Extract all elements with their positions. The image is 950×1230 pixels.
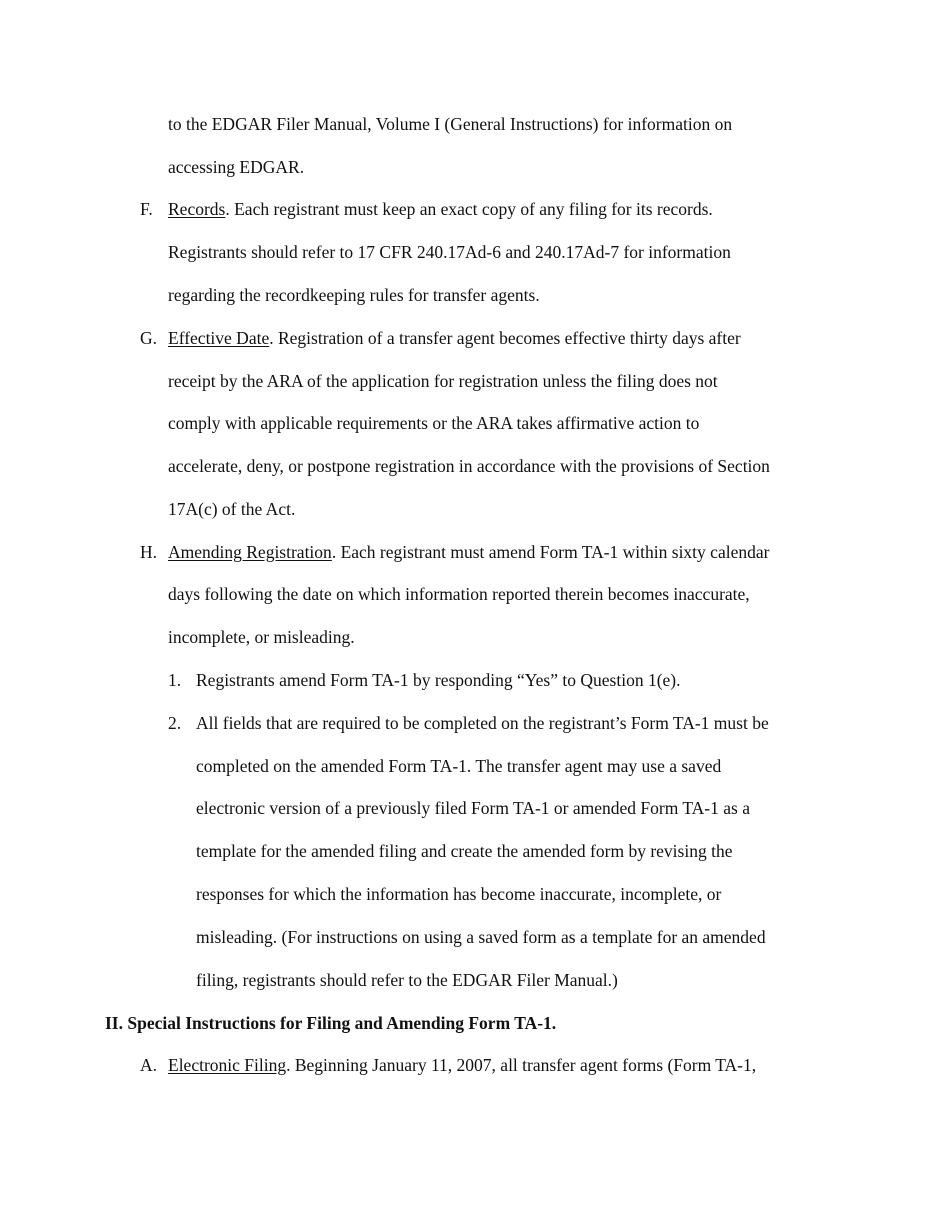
item-f-line-2: Registrants should refer to 17 CFR 240.17Ad-6 and 240.17Ad-7 for information bbox=[168, 242, 731, 262]
item-a-marker: A. bbox=[140, 1055, 158, 1075]
item-h-marker: H. bbox=[140, 542, 158, 562]
item-g-marker: G. bbox=[140, 328, 158, 348]
intro-line-2: accessing EDGAR. bbox=[168, 157, 305, 177]
item-g-line-2: receipt by the ARA of the application for registration unless the filing does not bbox=[168, 371, 718, 391]
item-f-first-line bbox=[168, 198, 713, 220]
item-f-first-line-text: . Each registrant must keep an exact copy of any filing for its records. bbox=[225, 199, 713, 219]
item-h-sub2-line-7: filing, registrants should refer to the EDGAR Filer Manual.) bbox=[196, 970, 618, 990]
item-h-line-2: days following the date on which information reported therein becomes inaccurate, bbox=[168, 584, 750, 604]
item-h-sub1-marker: 1. bbox=[168, 670, 182, 690]
item-h-sub2-line-5: responses for which the information has become inaccurate, incomplete, or bbox=[196, 884, 722, 904]
item-h-line-3: incomplete, or misleading. bbox=[168, 627, 355, 647]
item-h-heading: Amending Registration bbox=[168, 542, 332, 562]
section-ii-heading: II. Special Instructions for Filing and Amending Form TA-1. bbox=[105, 1013, 557, 1033]
item-h-first-line bbox=[168, 541, 769, 563]
item-g-first-line bbox=[168, 327, 741, 349]
item-h-sub2-line-6: misleading. (For instructions on using a saved form as a template for an amended bbox=[196, 927, 766, 947]
item-h-first-line-text: . Each registrant must amend Form TA-1 within sixty calendar bbox=[331, 542, 770, 562]
item-g-line-4: accelerate, deny, or postpone registration in accordance with the provisions of Section bbox=[168, 456, 770, 476]
item-h-sub2-line-2: completed on the amended Form TA-1. The transfer agent may use a saved bbox=[196, 756, 722, 776]
intro-line-1: to the EDGAR Filer Manual, Volume I (General Instructions) for information on bbox=[168, 114, 733, 134]
item-h-sub2-line-4: template for the amended filing and create the amended form by revising the bbox=[196, 841, 733, 861]
item-a-first-line bbox=[168, 1054, 756, 1076]
item-h-sub1-line-1: Registrants amend Form TA-1 by responding “Yes” to Question 1(e). bbox=[196, 670, 681, 690]
item-g-line-3: comply with applicable requirements or the ARA takes affirmative action to bbox=[168, 413, 700, 433]
item-h-sub2-line-3: electronic version of a previously filed Form TA-1 or amended Form TA-1 as a bbox=[196, 798, 750, 818]
item-g-line-5: 17A(c) of the Act. bbox=[168, 499, 296, 519]
item-g-first-line-text: . Registration of a transfer agent becomes effective thirty days after bbox=[269, 328, 741, 348]
item-f-heading: Records bbox=[168, 199, 226, 219]
item-f-line-3: regarding the recordkeeping rules for transfer agents. bbox=[168, 285, 540, 305]
item-h-sub2-line-1: All fields that are required to be completed on the registrant’s Form TA-1 must be bbox=[196, 713, 769, 733]
item-g-heading: Effective Date bbox=[168, 328, 270, 348]
item-h-sub2-marker: 2. bbox=[168, 713, 182, 733]
item-a-heading: Electronic Filing bbox=[168, 1055, 287, 1075]
item-a-first-line-text: . Beginning January 11, 2007, all transfer agent forms (Form TA-1, bbox=[286, 1055, 757, 1075]
item-f-marker: F. bbox=[140, 199, 153, 219]
